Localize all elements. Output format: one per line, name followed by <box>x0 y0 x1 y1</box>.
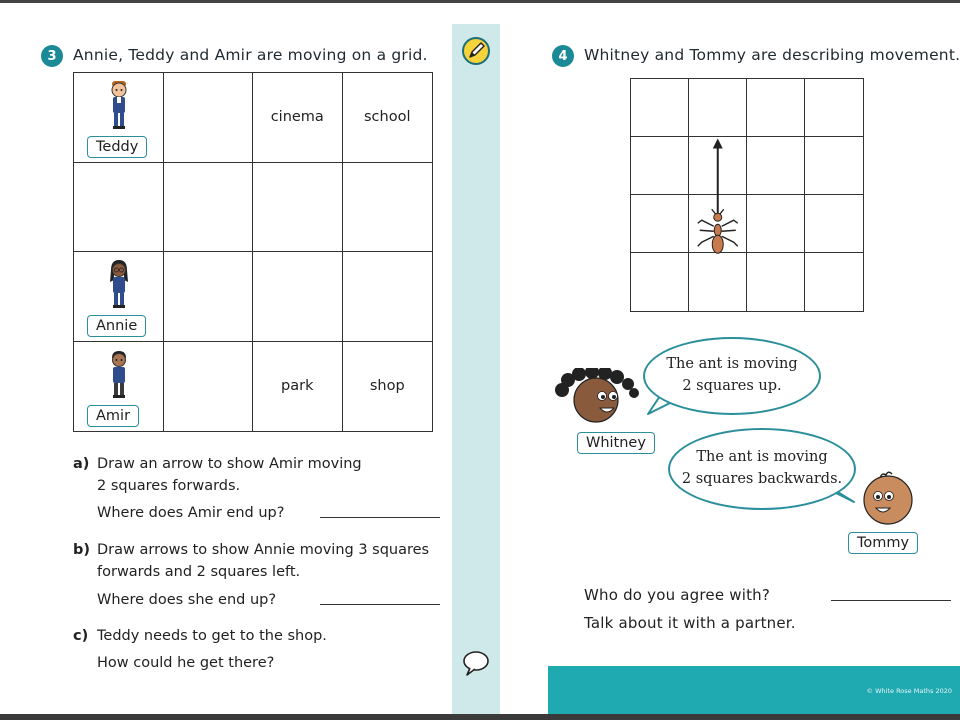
grid4-cell <box>631 79 689 137</box>
pencil-icon <box>461 36 491 66</box>
part-b-question: Where does she end up? <box>97 592 277 608</box>
grid4-cell <box>805 137 863 195</box>
whitney-face-icon <box>552 368 640 428</box>
grid-cell-r2-c0[interactable] <box>74 252 164 342</box>
part-b-letter: b) <box>73 542 91 558</box>
copyright-text: © White Rose Maths 2020 <box>866 687 952 695</box>
part-b-line2: forwards and 2 squares left. <box>97 564 301 580</box>
footer-band <box>548 666 960 714</box>
grid4-cell <box>805 79 863 137</box>
part-a-letter: a) <box>73 456 90 472</box>
whitney-speech-line1: The ant is moving <box>666 356 798 373</box>
discuss-speech-icon <box>461 648 491 678</box>
ant-grid-q4 <box>630 78 864 312</box>
question-4-number: 4 <box>552 45 574 67</box>
grid-cell-r0-c2[interactable] <box>253 73 343 163</box>
grid4-cell <box>689 253 747 311</box>
q4-question: Who do you agree with? <box>584 586 771 604</box>
cell-label-park: park <box>281 377 314 394</box>
grid-cell-r0-c0[interactable] <box>74 73 164 163</box>
speech-bubble-tommy <box>668 428 856 510</box>
tommy-speech-line1: The ant is moving <box>696 449 828 466</box>
cell-label-cinema: cinema <box>270 109 324 125</box>
grid-cell-r1-c2[interactable] <box>253 163 343 253</box>
part-c-letter: c) <box>73 628 89 644</box>
question-4-title: Whitney and Tommy are describing movement. <box>584 46 960 64</box>
bottom-rule <box>0 714 960 720</box>
grid-cell-r3-c2[interactable] <box>253 342 343 432</box>
part-c-text <box>73 628 327 644</box>
whitney-speech-line2: 2 squares up. <box>682 378 782 394</box>
part-a-question: Where does Amir end up? <box>97 505 285 521</box>
name-tag-amir: Amir <box>87 405 139 427</box>
part-b-text <box>73 542 429 558</box>
grid4-cell <box>689 195 747 253</box>
name-tag-tommy: Tommy <box>848 532 918 554</box>
part-a-line1: Draw an arrow to show Amir moving <box>97 456 362 472</box>
grid4-cell <box>631 195 689 253</box>
grid4-cell <box>805 195 863 253</box>
grid4-cell <box>747 253 805 311</box>
name-tag-annie: Annie <box>87 315 146 337</box>
grid-cell-r3-c1[interactable] <box>164 342 254 432</box>
tommy-face-icon <box>852 470 924 528</box>
answer-line-a[interactable] <box>320 517 440 518</box>
grid-cell-r2-c2[interactable] <box>253 252 343 342</box>
movement-grid-q3[interactable] <box>73 72 433 432</box>
amir-character-icon <box>104 348 134 400</box>
grid-cell-r1-c0[interactable] <box>74 163 164 253</box>
grid4-cell <box>747 137 805 195</box>
grid4-cell <box>689 137 747 195</box>
teddy-character-icon <box>104 79 134 131</box>
part-a-line2: 2 squares forwards. <box>97 478 241 494</box>
grid-cell-r1-c1[interactable] <box>164 163 254 253</box>
grid-cell-r3-c0[interactable] <box>74 342 164 432</box>
annie-character-icon <box>104 258 134 310</box>
cell-label-shop: shop <box>369 377 405 394</box>
answer-line-q4[interactable] <box>831 600 951 601</box>
part-c-question: How could he get there? <box>97 655 275 671</box>
grid4-cell <box>747 79 805 137</box>
grid-cell-r1-c3[interactable] <box>343 163 433 253</box>
top-rule <box>0 0 960 3</box>
grid4-cell <box>631 137 689 195</box>
part-a-text <box>73 456 362 472</box>
grid-cell-r2-c3[interactable] <box>343 252 433 342</box>
part-b-line1: Draw arrows to show Annie moving 3 squares <box>97 542 430 558</box>
page-divider-band <box>452 24 500 716</box>
grid4-cell <box>805 253 863 311</box>
grid4-cell <box>689 79 747 137</box>
tommy-speech-line2: 2 squares backwards. <box>681 471 843 487</box>
answer-line-b[interactable] <box>320 604 440 605</box>
name-tag-whitney: Whitney <box>577 432 655 454</box>
name-tag-teddy: Teddy <box>87 136 147 158</box>
grid-cell-r0-c3[interactable] <box>343 73 433 163</box>
grid4-cell <box>747 195 805 253</box>
grid-cell-r2-c1[interactable] <box>164 252 254 342</box>
grid-cell-r3-c3[interactable] <box>343 342 433 432</box>
q4-prompt: Talk about it with a partner. <box>584 614 796 632</box>
grid4-cell <box>631 253 689 311</box>
question-3-title: Annie, Teddy and Amir are moving on a grid. <box>73 46 428 64</box>
part-c-line1: Teddy needs to get to the shop. <box>97 628 327 644</box>
grid-cell-r0-c1[interactable] <box>164 73 254 163</box>
cell-label-school: school <box>364 109 411 125</box>
question-3-number: 3 <box>41 45 63 67</box>
speech-bubble-whitney <box>643 337 821 415</box>
